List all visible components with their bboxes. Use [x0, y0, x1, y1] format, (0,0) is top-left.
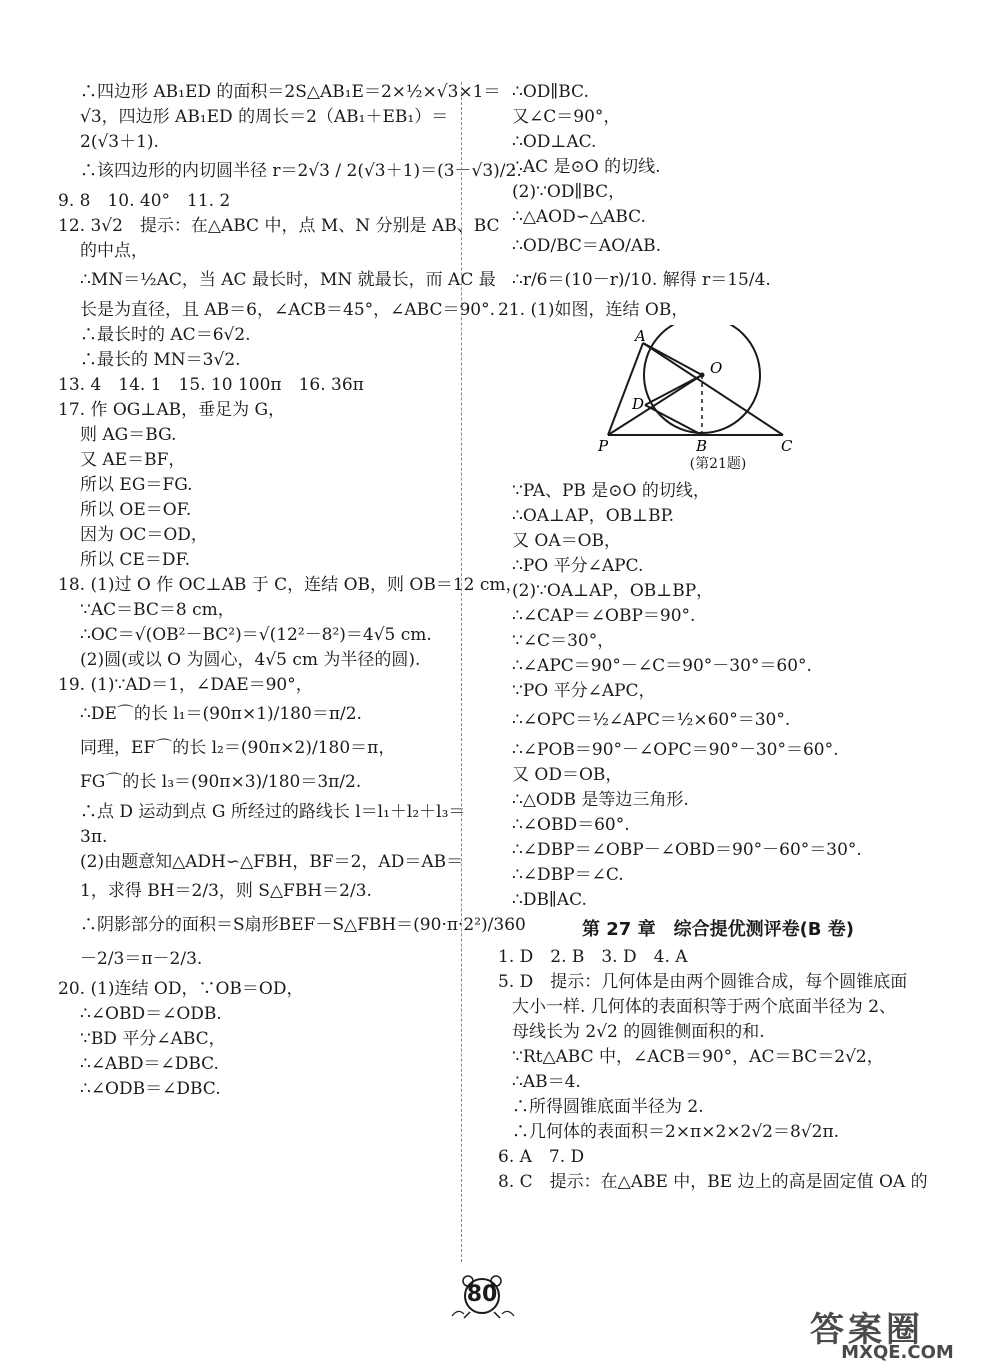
left-column-line: 则 AG＝BG.: [80, 425, 177, 445]
label-p: P: [598, 437, 609, 455]
answer-line: 6. A 7. D: [498, 1147, 585, 1167]
left-column-line: －2/3＝π－2/3.: [80, 949, 203, 969]
left-column-line: 17. 作 OG⊥AB，垂足为 G，: [58, 400, 286, 420]
answer-line: 8. C 提示：在△ABE 中，BE 边上的高是固定值 OA 的: [498, 1172, 928, 1192]
right-column-solutions-20-21: [498, 82, 938, 320]
right-column-line: (2)∵OD∥BC，: [512, 182, 626, 202]
left-column-line: 所以 EG＝FG.: [80, 475, 193, 495]
right-column-line: ∴DB∥AC.: [512, 890, 587, 910]
left-column-line: 19. (1)∵AD＝1，∠DAE＝90°，: [58, 675, 313, 695]
right-column: [498, 82, 938, 1197]
right-column-line: ∴△AOD∽△ABC.: [512, 207, 646, 227]
left-column: [58, 82, 526, 1104]
right-column-line: ∴∠OBD＝60°.: [512, 815, 630, 835]
left-column-line: ∵AC＝BC＝8 cm，: [80, 600, 235, 620]
left-column-line: 18. (1)过 O 作 OC⊥AB 于 C，连结 OB，则 OB＝12 cm，: [58, 575, 523, 595]
right-column-line: ∴∠DBP＝∠OBP－∠OBD＝90°－60°＝30°.: [512, 840, 862, 860]
answer-line: 母线长为 2√2 的圆锥侧面积的和.: [512, 1022, 765, 1042]
left-column-line: 2(√3＋1).: [80, 132, 159, 152]
left-column-line: ∴∠ODB＝∠DBC.: [80, 1079, 221, 1099]
watermark: [800, 1302, 995, 1366]
right-column-solution-21-cont: [498, 481, 938, 910]
answer-line: 1. D 2. B 3. D 4. A: [498, 947, 688, 967]
watermark-logo: 答案圈: [810, 1310, 924, 1350]
watermark-url: MXQE.COM: [841, 1342, 954, 1363]
right-column-line: 21. (1)如图，连结 OB，: [498, 300, 689, 320]
line-po: [608, 375, 702, 435]
figure-caption: (第21题): [689, 456, 747, 472]
left-column-line: 所以 CE＝DF.: [80, 550, 191, 570]
line-ac: [643, 343, 783, 435]
chapter-heading: 第 27 章 综合提优测评卷(B 卷): [581, 919, 855, 940]
left-column-line: 3π.: [80, 827, 108, 847]
left-column-line: ∴阴影部分的面积＝S扇形BEF－S△FBH＝(90·π·2²)/360: [80, 915, 526, 935]
right-column-line: ∴OD/BC＝AO/AB.: [512, 236, 662, 256]
left-column-line: FG⌒的长 l₃＝(90π×3)/180＝3π/2.: [80, 772, 362, 792]
left-column-line: ∴最长的 MN＝3√2.: [80, 350, 241, 370]
right-column-line: ∴OD⊥AC.: [512, 132, 597, 152]
left-column-line: 的中点，: [80, 241, 148, 261]
right-column-line: ∴△ODB 是等边三角形.: [512, 790, 689, 810]
right-column-line: (2)∵OA⊥AP，OB⊥BP，: [512, 581, 714, 601]
label-o: O: [710, 359, 723, 377]
left-column-line: 20. (1)连结 OD，∵OB＝OD，: [58, 979, 304, 999]
label-d: D: [632, 395, 645, 413]
right-column-line: ∴r/6＝(10－r)/10. 解得 r＝15/4.: [512, 270, 771, 290]
left-column-line: ∴四边形 AB₁ED 的面积＝2S△AB₁E＝2×½×√3×1＝: [80, 82, 501, 102]
left-column-line: ∴OC＝√(OB²－BC²)＝√(12²－8²)＝4√5 cm.: [80, 625, 432, 645]
page-number: 80: [466, 1282, 498, 1307]
left-column-line: ∴该四边形的内切圆半径 r＝2√3 / 2(√3＋1)＝(3－√3)/2.: [80, 161, 522, 181]
point-o: [700, 373, 705, 378]
left-column-line: √3，四边形 AB₁ED 的周长＝2（AB₁＋EB₁）＝: [80, 107, 449, 127]
left-column-line: 又 AE＝BF，: [80, 450, 186, 470]
right-column-line: 又 OA＝OB，: [512, 531, 622, 551]
right-column-line: ∴∠POB＝90°－∠OPC＝90°－30°＝60°.: [512, 740, 839, 760]
answer-line: 5. D 提示：几何体是由两个圆锥合成，每个圆锥底面: [498, 972, 908, 992]
right-column-line: 又 OD＝OB，: [512, 765, 623, 785]
right-column-chapter-answers: [498, 947, 938, 1192]
left-column-line: ∵BD 平分∠ABC，: [80, 1029, 226, 1049]
right-column-line: ∵PA、PB 是⊙O 的切线，: [512, 481, 710, 501]
right-column-line: ∴∠DBP＝∠C.: [512, 865, 624, 885]
line-do: [645, 375, 702, 405]
right-column-line: ∴OA⊥AP，OB⊥BP.: [512, 506, 675, 526]
line-db: [645, 405, 702, 435]
left-column-line: 12. 3√2 提示：在△ABC 中，点 M、N 分别是 AB、BC: [58, 216, 500, 236]
left-column-line: 9. 8 10. 40° 11. 2: [58, 191, 231, 211]
left-column-line: ∴∠OBD＝∠ODB.: [80, 1004, 222, 1024]
right-column-line: ∴∠APC＝90°－∠C＝90°－30°＝60°.: [512, 656, 812, 676]
answer-line: ∴AB＝4.: [512, 1072, 581, 1092]
figure-21: [498, 325, 938, 475]
right-column-line: ∵PO 平分∠APC，: [512, 681, 656, 701]
left-column-line: ∴∠ABD＝∠DBC.: [80, 1054, 219, 1074]
right-column-line: 又∠C＝90°，: [512, 107, 621, 127]
answer-line: ∴几何体的表面积＝2×π×2×2√2＝8√2π.: [512, 1122, 840, 1142]
left-column-line: 因为 OC＝OD，: [80, 525, 208, 545]
answer-line: ∵Rt△ABC 中，∠ACB＝90°，AC＝BC＝2√2，: [512, 1047, 884, 1067]
right-column-line: ∴∠OPC＝½∠APC＝½×60°＝30°.: [512, 710, 791, 730]
column-divider: [461, 82, 462, 1262]
left-column-line: ∴点 D 运动到点 G 所经过的路线长 l＝l₁＋l₂＋l₃＝: [80, 802, 466, 822]
left-column-line: 所以 OE＝OF.: [80, 500, 192, 520]
left-column-line: ∴DE⌒的长 l₁＝(90π×1)/180＝π/2.: [80, 704, 362, 724]
left-column-line: 同理，EF⌒的长 l₂＝(90π×2)/180＝π，: [80, 738, 396, 758]
right-column-line: ∴OD∥BC.: [512, 82, 589, 102]
left-column-line: 长是为直径，且 AB＝6，∠ACB＝45°，∠ABC＝90°.: [80, 300, 496, 320]
left-column-line: ∴最长时的 AC＝6√2.: [80, 325, 251, 345]
right-column-line: ∵∠C＝30°，: [512, 631, 615, 651]
line-ao: [643, 343, 702, 375]
left-column-line: (2)圆(或以 O 为圆心，4√5 cm 为半径的圆).: [80, 650, 421, 670]
left-column-line: (2)由题意知△ADH∽△FBH，BF＝2，AD＝AB＝: [80, 852, 464, 872]
left-column-line: ∴MN＝½AC，当 AC 最长时，MN 就最长，而 AC 最: [80, 270, 496, 290]
label-a: A: [635, 327, 646, 345]
label-b: B: [696, 437, 708, 455]
right-column-line: ∴∠CAP＝∠OBP＝90°.: [512, 606, 696, 626]
answer-line: 大小一样. 几何体的表面积等于两个底面半径为 2、: [512, 997, 897, 1017]
right-column-line: ∴AC 是⊙O 的切线.: [512, 157, 661, 177]
label-c: C: [781, 437, 793, 455]
line-pa: [608, 343, 643, 435]
left-column-line: 1，求得 BH＝2/3，则 S△FBH＝2/3.: [80, 881, 372, 901]
left-column-line: 13. 4 14. 1 15. 10 100π 16. 36π: [58, 375, 364, 395]
right-column-line: ∴PO 平分∠APC.: [512, 556, 644, 576]
page-number-badge: [448, 1272, 518, 1320]
answer-line: ∴所得圆锥底面半径为 2.: [512, 1097, 704, 1117]
